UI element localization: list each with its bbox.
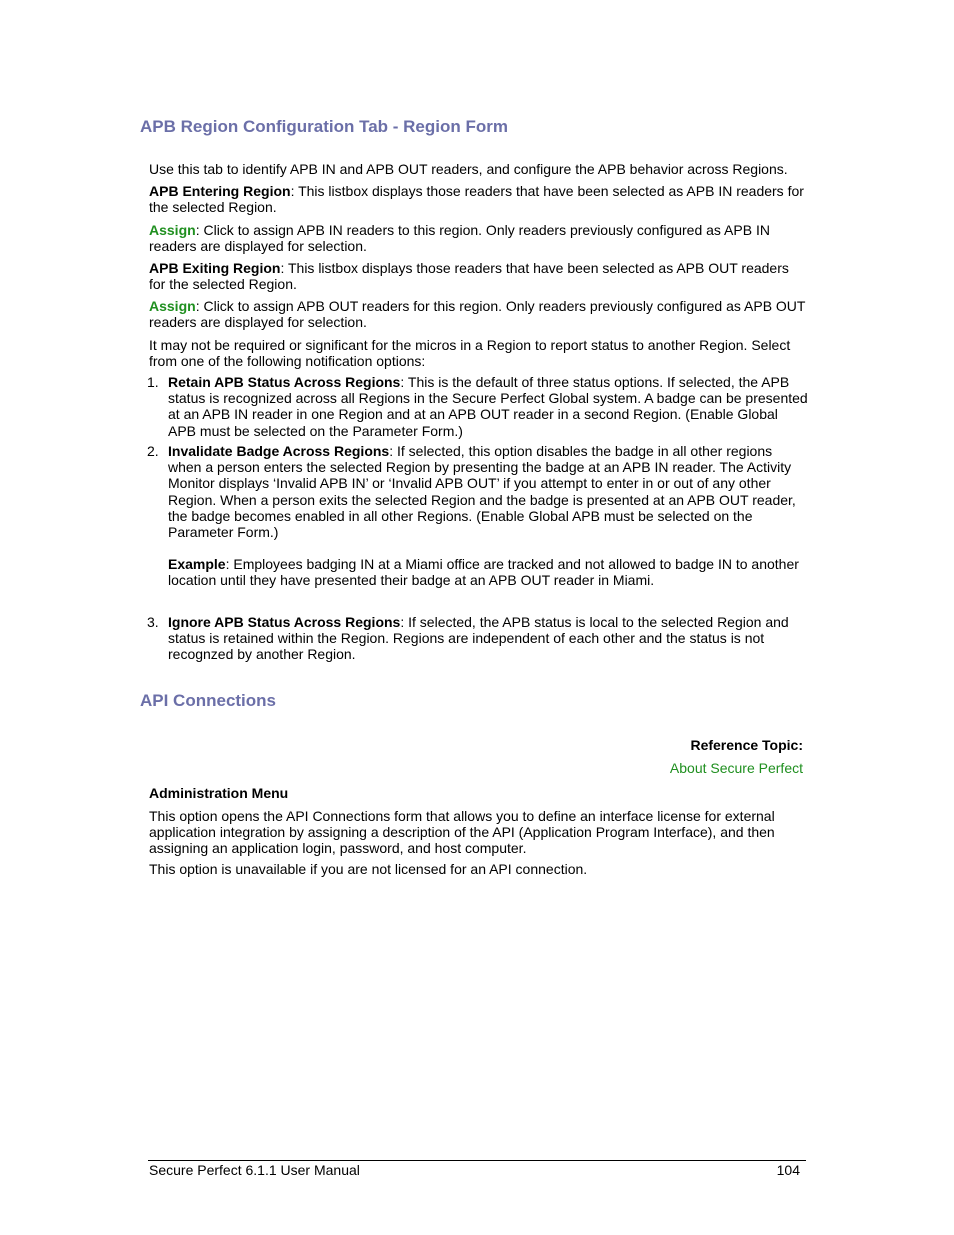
assign-out-paragraph (149, 298, 809, 330)
assign-in-term: Assign (149, 222, 196, 238)
footer-manual-title: Secure Perfect 6.1.1 User Manual (149, 1162, 360, 1178)
list-item-body (168, 374, 808, 439)
apb-exiting-region-paragraph (149, 260, 809, 292)
administration-menu-label: Administration Menu (149, 785, 289, 801)
api-license-paragraph: This option is unavailable if you are not licensed for an API connection. (149, 861, 588, 877)
invalidate-text: : If selected, this option disables the badge in all other regions when a person enters the selected Region by presenting the badge at an APB IN reader. The Activity Monitor displays ‘Invalid APB IN’ or ‘Invalid APB OUT’ if you attempt to enter in or out of any other Region. When a person exits the selected Region and the badge is presented at an APB OUT reader, the badge becomes enabled in all other Regions. (Enable Global APB must be selected on the Parameter Form.) (168, 443, 796, 541)
ignore-term: Ignore APB Status Across Regions (168, 614, 401, 630)
list-item-body (168, 614, 808, 663)
apb-entering-region-paragraph (149, 183, 809, 215)
intro-paragraph: Use this tab to identify APB IN and APB OUT readers, and configure the APB behavior across Regions. (149, 161, 788, 177)
example-text: : Employees badging IN at a Miami office are tracked and not allowed to badge IN to another location until they have presented their badge at an APB OUT reader in Miami. (168, 556, 799, 589)
retain-term: Retain APB Status Across Regions (168, 374, 401, 390)
assign-in-text: : Click to assign APB IN readers to this region. Only readers previously configured as APB IN readers are displayed for selection. (149, 222, 770, 255)
example-term: Example (168, 556, 226, 572)
list-number: 2. (147, 443, 159, 459)
example-paragraph (168, 556, 808, 588)
list-number: 1. (147, 374, 159, 390)
list-item-body (168, 443, 808, 540)
invalidate-term: Invalidate Badge Across Regions (168, 443, 390, 459)
page-footer (149, 1162, 804, 1178)
assign-out-text: : Click to assign APB OUT readers for this region. Only readers previously configured as APB OUT readers are displayed for selection. (149, 298, 806, 331)
list-number: 3. (147, 614, 159, 630)
section-heading-apb-region: APB Region Configuration Tab - Region Form (140, 117, 508, 136)
reference-topic-label: Reference Topic: (690, 737, 803, 753)
assign-in-paragraph (149, 222, 809, 254)
ignore-text: : If selected, the APB status is local to the selected Region and status is retained within the Region. Regions are independent of each other and the status is not recognzed by another Region. (168, 614, 789, 663)
retain-text: : This is the default of three status options. If selected, the APB status is recognized across all Regions in the Secure Perfect Global system. A badge can be presented at an APB IN reader in one Region and at an APB OUT reader in a second Region. (Enable Global APB must be selected on the Parameter Form.) (168, 374, 808, 439)
notification-intro-paragraph: It may not be required or significant for the micros in a Region to report status to another Region. Select from one of the following notification options: (149, 337, 791, 370)
apb-entering-region-text: : This listbox displays those readers that have been selected as APB IN readers for the selected Region. (149, 183, 804, 216)
apb-entering-region-term: APB Entering Region (149, 183, 291, 199)
section-heading-api-connections: API Connections (140, 691, 277, 710)
assign-out-term: Assign (149, 298, 196, 314)
page-number: 104 (776, 1162, 800, 1178)
api-description-paragraph: This option opens the API Connections form that allows you to define an interface license for external application integration by assigning a description of the API (Application Program Interface), and then assigning an application login, password, and host computer. (149, 808, 775, 857)
apb-exiting-region-term: APB Exiting Region (149, 260, 281, 276)
reference-topic-link[interactable]: About Secure Perfect (669, 760, 803, 776)
apb-exiting-region-text: : This listbox displays those readers that have been selected as APB OUT readers for the selected Region. (149, 260, 789, 293)
footer-divider (148, 1160, 806, 1161)
